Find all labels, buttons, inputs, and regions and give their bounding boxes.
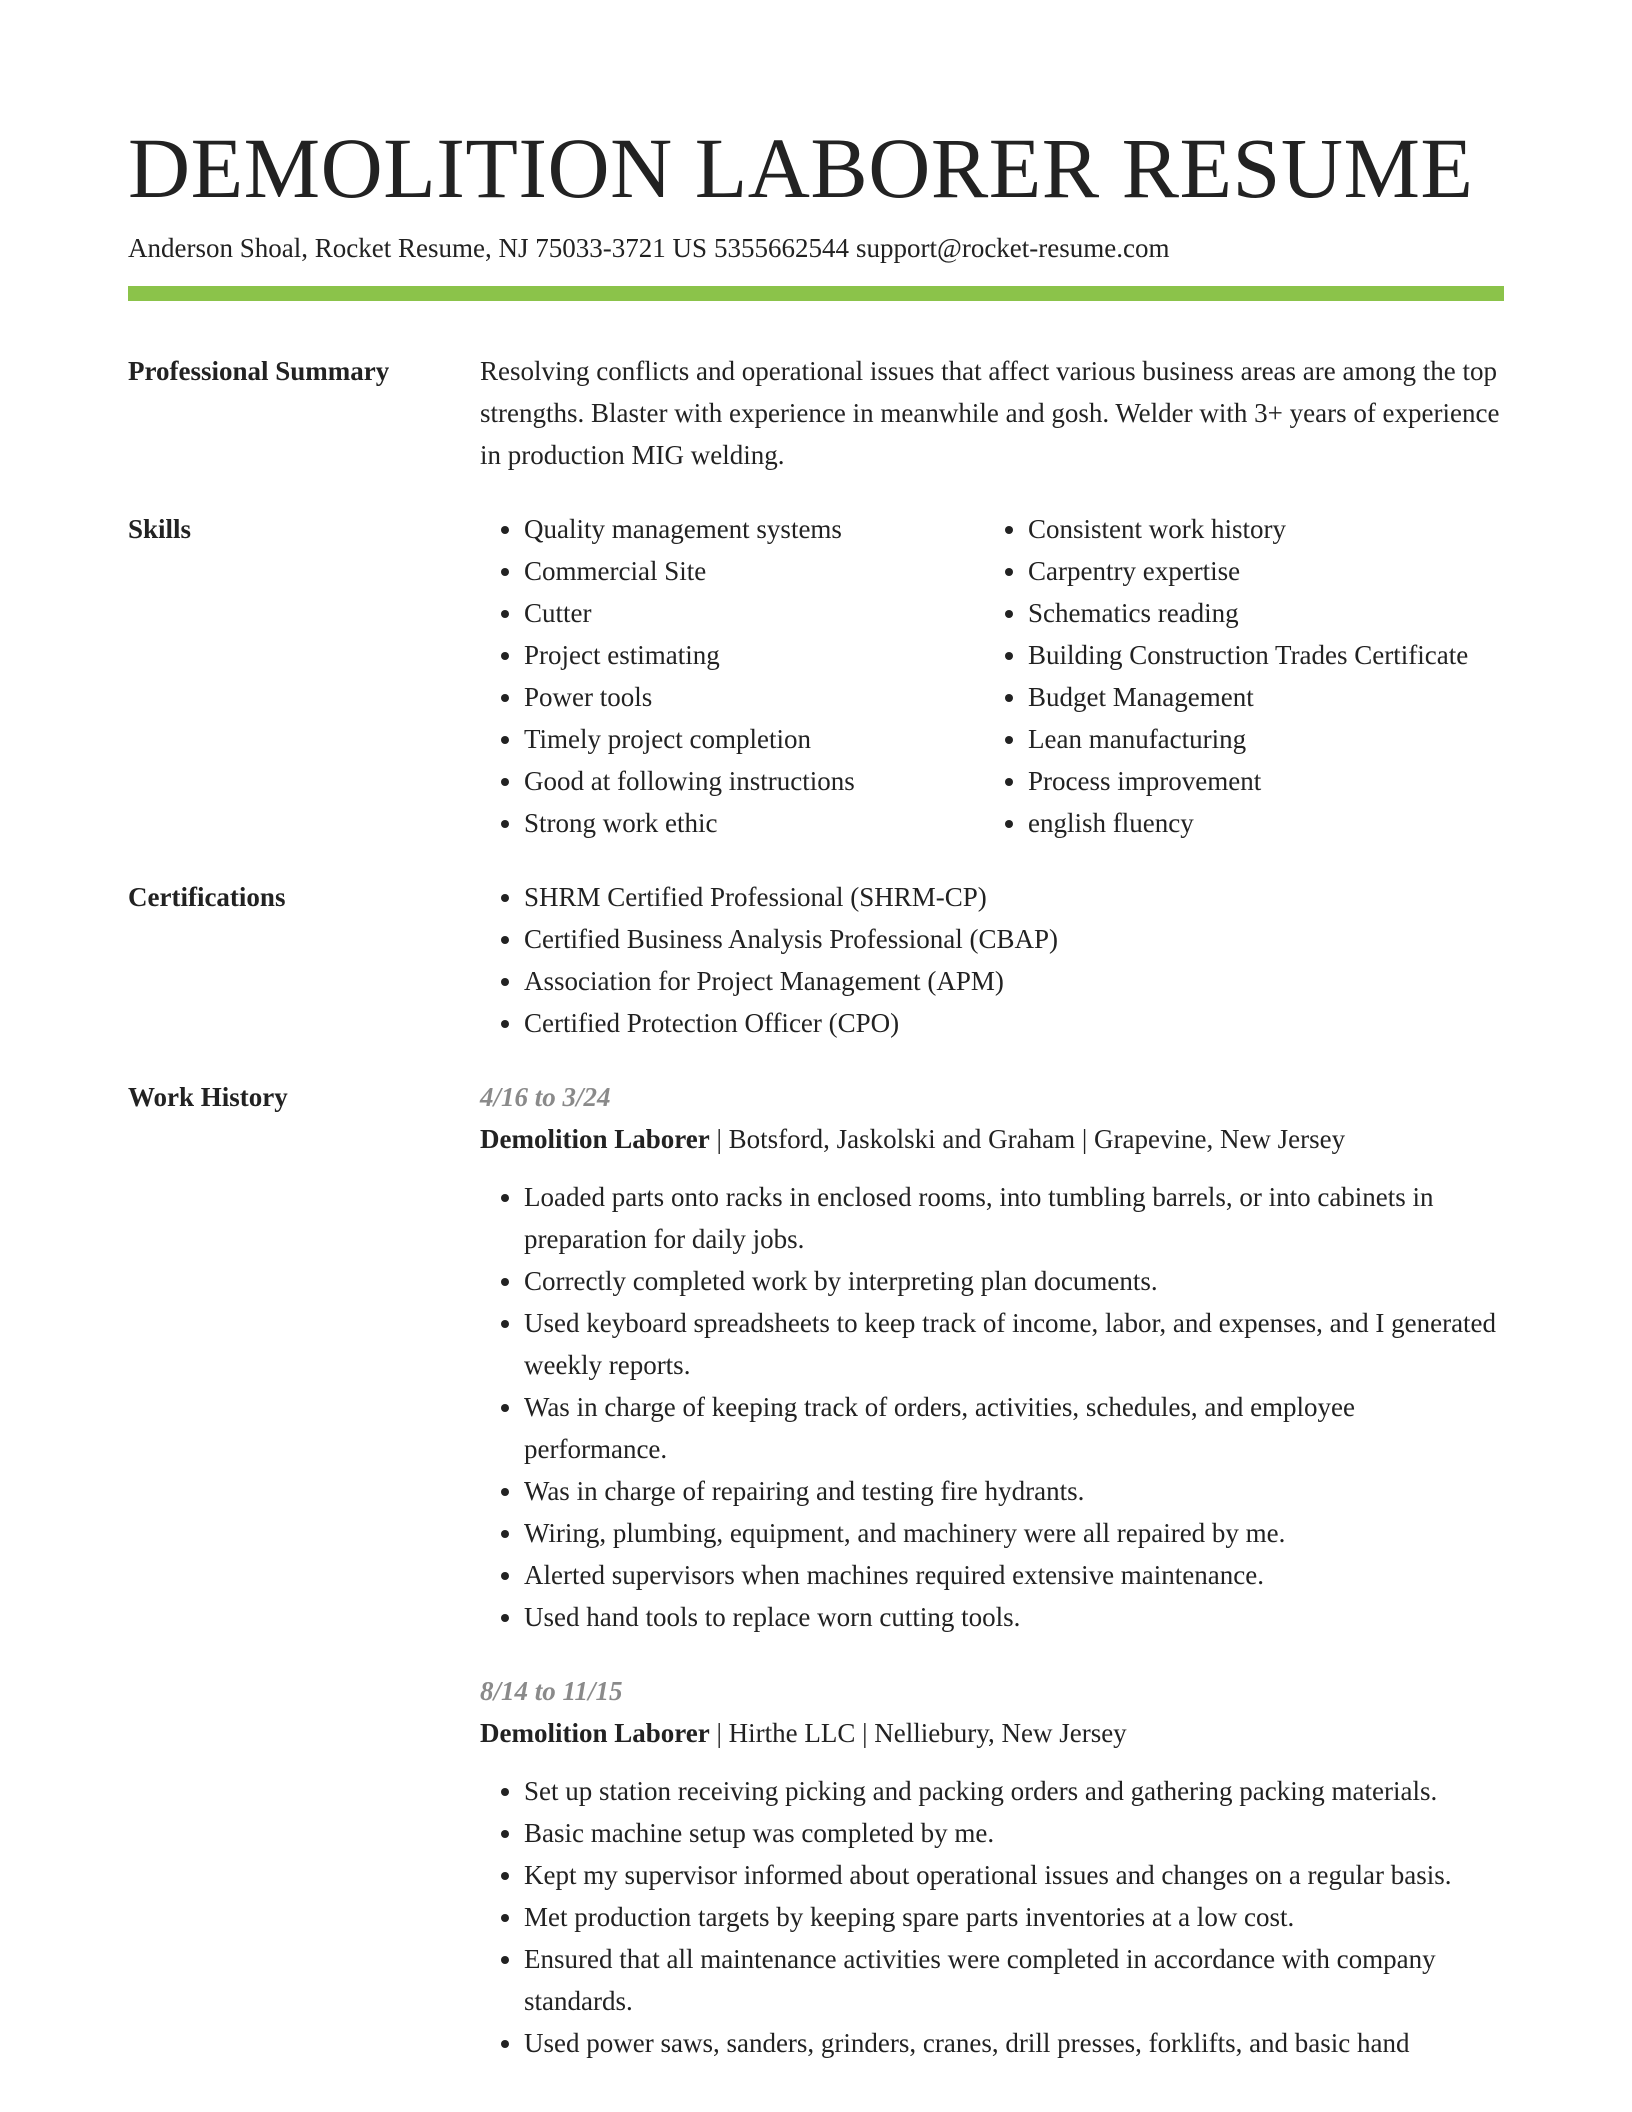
skill-item: • Timely project completion bbox=[524, 718, 984, 760]
job-duty: • Set up station receiving picking and packing orders and gathering packing materials. bbox=[524, 1770, 1504, 1812]
header-accent-rule bbox=[128, 286, 1504, 301]
section-label-certifications: Certifications bbox=[128, 882, 286, 912]
job-dates: 8/14 to 11/15 bbox=[480, 1676, 623, 1706]
certification-item: • SHRM Certified Professional (SHRM-CP) bbox=[524, 876, 1504, 918]
skill-item: • Good at following instructions bbox=[524, 760, 984, 802]
work-history-body bbox=[480, 1076, 1504, 2096]
job-title: Demolition Laborer bbox=[480, 1124, 710, 1154]
job-heading bbox=[480, 1118, 1504, 1160]
certification-item: • Certified Business Analysis Professional (CBAP) bbox=[524, 918, 1504, 960]
section-label-skills: Skills bbox=[128, 514, 192, 544]
skill-item: • Carpentry expertise bbox=[1028, 550, 1504, 592]
work-history-section bbox=[128, 1076, 1504, 2096]
contact-line bbox=[128, 230, 1504, 266]
job-entry bbox=[480, 1076, 1504, 1638]
skill-item: • Budget Management bbox=[1028, 676, 1504, 718]
job-duty: • Was in charge of repairing and testing fire hydrants. bbox=[524, 1470, 1504, 1512]
job-title: Demolition Laborer bbox=[480, 1718, 710, 1748]
skill-item: • Power tools bbox=[524, 676, 984, 718]
certification-item: • Certified Protection Officer (CPO) bbox=[524, 1002, 1504, 1044]
job-duty: • Ensured that all maintenance activities were completed in accordance with company standards. bbox=[524, 1938, 1504, 2022]
skill-item: • Strong work ethic bbox=[524, 802, 984, 844]
resume-title: DEMOLITION LABORER RESUME bbox=[128, 120, 1474, 216]
job-duties-list bbox=[480, 1770, 1504, 2064]
skill-item: • Quality management systems bbox=[524, 508, 984, 550]
job-employer-location: | Hirthe LLC | Nelliebury, New Jersey bbox=[709, 1718, 1127, 1748]
certifications-section bbox=[128, 876, 1504, 1044]
job-duty: • Used keyboard spreadsheets to keep track of income, labor, and expenses, and I generated weekly reports. bbox=[524, 1302, 1504, 1386]
job-duty: • Used hand tools to replace worn cutting tools. bbox=[524, 1596, 1504, 1638]
job-duties-list bbox=[480, 1176, 1504, 1638]
skill-item: • Cutter bbox=[524, 592, 984, 634]
job-dates: 4/16 to 3/24 bbox=[480, 1082, 611, 1112]
summary-section bbox=[128, 350, 1504, 476]
job-duty: • Basic machine setup was completed by me. bbox=[524, 1812, 1504, 1854]
skills-list-right bbox=[984, 508, 1504, 844]
summary-body bbox=[480, 350, 1504, 476]
job-duty: • Met production targets by keeping spare parts inventories at a low cost. bbox=[524, 1896, 1504, 1938]
contact-phone: 5355662544 bbox=[713, 233, 849, 263]
summary-text: Resolving conflicts and operational issues that affect various business areas are among the top strengths. Blaster with experience in meanwhile and gosh. Welder with 3+ years of experience in production MIG welding. bbox=[480, 356, 1500, 470]
job-entry bbox=[480, 1670, 1504, 2064]
skill-item: • Consistent work history bbox=[1028, 508, 1504, 550]
job-duty: • Loaded parts onto racks in enclosed rooms, into tumbling barrels, or into cabinets in preparation for daily jobs. bbox=[524, 1176, 1504, 1260]
job-heading bbox=[480, 1712, 1504, 1754]
job-duty: • Alerted supervisors when machines required extensive maintenance. bbox=[524, 1554, 1504, 1596]
skill-item: • Building Construction Trades Certificate bbox=[1028, 634, 1504, 676]
skills-list-left bbox=[480, 508, 984, 844]
skill-item: • Schematics reading bbox=[1028, 592, 1504, 634]
skill-item: • english fluency bbox=[1028, 802, 1504, 844]
job-duty: • Kept my supervisor informed about operational issues and changes on a regular basis. bbox=[524, 1854, 1504, 1896]
certifications-list bbox=[480, 876, 1504, 1044]
job-employer-location: | Botsford, Jaskolski and Graham | Grapevine, New Jersey bbox=[709, 1124, 1346, 1154]
job-duty: • Correctly completed work by interpreting plan documents. bbox=[524, 1260, 1504, 1302]
skill-item: • Process improvement bbox=[1028, 760, 1504, 802]
contact-address: Anderson Shoal, Rocket Resume, NJ 75033-3721 US bbox=[128, 233, 707, 263]
certifications-body bbox=[480, 876, 1504, 1044]
skill-item: • Commercial Site bbox=[524, 550, 984, 592]
resume-header bbox=[128, 118, 1504, 266]
skills-body bbox=[480, 508, 1504, 844]
job-duty: • Used power saws, sanders, grinders, cranes, drill presses, forklifts, and basic hand bbox=[524, 2022, 1504, 2064]
certification-item: • Association for Project Management (APM) bbox=[524, 960, 1504, 1002]
skill-item: • Project estimating bbox=[524, 634, 984, 676]
skills-section bbox=[128, 508, 1504, 844]
skill-item: • Lean manufacturing bbox=[1028, 718, 1504, 760]
section-label-work-history: Work History bbox=[128, 1082, 288, 1112]
job-duty: • Was in charge of keeping track of orders, activities, schedules, and employee performance. bbox=[524, 1386, 1504, 1470]
job-duty: • Wiring, plumbing, equipment, and machinery were all repaired by me. bbox=[524, 1512, 1504, 1554]
resume-content bbox=[128, 350, 1504, 2112]
contact-email: support@rocket-resume.com bbox=[855, 233, 1170, 263]
skills-columns bbox=[480, 508, 1504, 844]
section-label-summary: Professional Summary bbox=[128, 356, 390, 386]
